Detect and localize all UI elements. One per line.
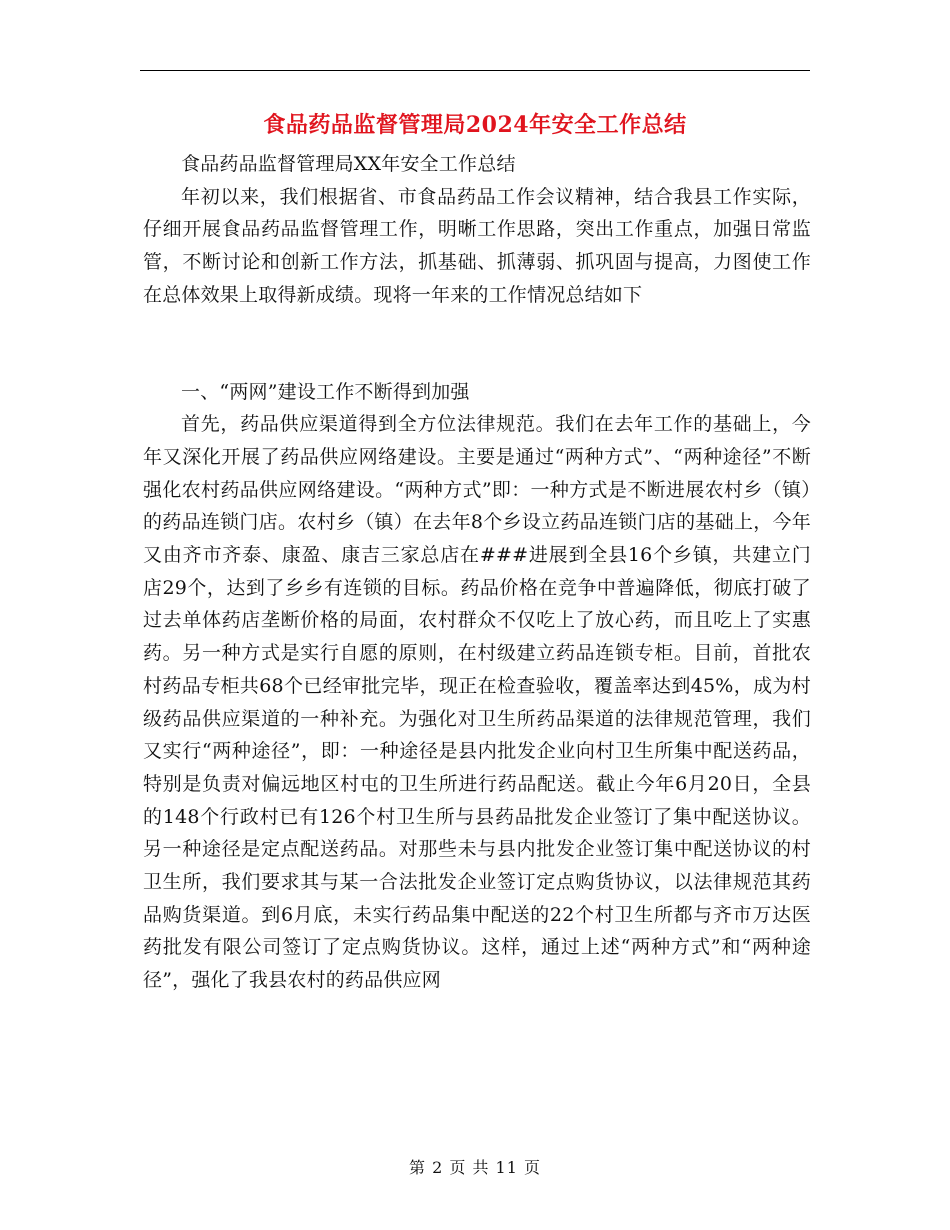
document-title: 食品药品监督管理局2024年安全工作总结 [263,112,687,138]
page-number-footer: 第 2 页 共 11 页 [409,1158,541,1177]
document-body [143,148,811,997]
intro-paragraph: 年初以来，我们根据省、市食品药品工作会议精神，结合我县工作实际，仔细开展食品药品监督管理工作，明晰工作思路，突出工作重点，加强日常监管，不断讨论和创新工作方法，抓基础、抓薄弱、抓巩固与提高，力图使工作在总体效果上取得新成绩。现将一年来的工作情况总结如下 [143,185,811,306]
subtitle-paragraph: 食品药品监督管理局XX年安全工作总结 [181,153,516,175]
section-heading: 一、“两网”建设工作不断得到加强 [181,380,470,403]
section-body-paragraph: 首先，药品供应渠道得到全方位法律规范。我们在去年工作的基础上，今年又深化开展了药品供应网络建设。主要是通过“两种方式”、“两种途径”不断强化农村药品供应网络建设。“两种方式”即：一种方式是不断进展农村乡（镇）的药品连锁门店。农村乡（镇）在去年8个乡设立药品连锁门店的基础上，今年又由齐市齐泰、康盈、康吉三家总店在###进展到全县16个乡镇，共建立门店29个，达到了乡乡有连锁的目标。药品价格在竞争中普遍降低，彻底打破了过去单体药店垄断价格的局面，农村群众不仅吃上了放心药，而且吃上了实惠药。另一种方式是实行自愿的原则，在村级建立药品连锁专柜。目前，首批农村药品专柜共68个已经审批完毕，现正在检查验收，覆盖率达到45%，成为村级药品供应渠道的一种补充。为强化对卫生所药品渠道的法律规范管理，我们又实行“两种途径”，即：一种途径是县内批发企业向村卫生所集中配送药品，特别是负责对偏远地区村屯的卫生所进行药品配送。截止今年6月20日，全县的148个行政村已有126个村卫生所与县药品批发企业签订了集中配送协议。另一种途径是定点配送药品。对那些未与县内批发企业签订集中配送协议的村卫生所，我们要求其与某一合法批发企业签订定点购货协议，以法律规范其药品购货渠道。到6月底，未实行药品集中配送的22个村卫生所都与齐市万达医药批发有限公司签订了定点购货协议。这样，通过上述“两种方式”和“两种途径”，强化了我县农村的药品供应网 [143,413,811,992]
paragraph-gap [143,312,811,376]
header-rule [140,70,810,71]
